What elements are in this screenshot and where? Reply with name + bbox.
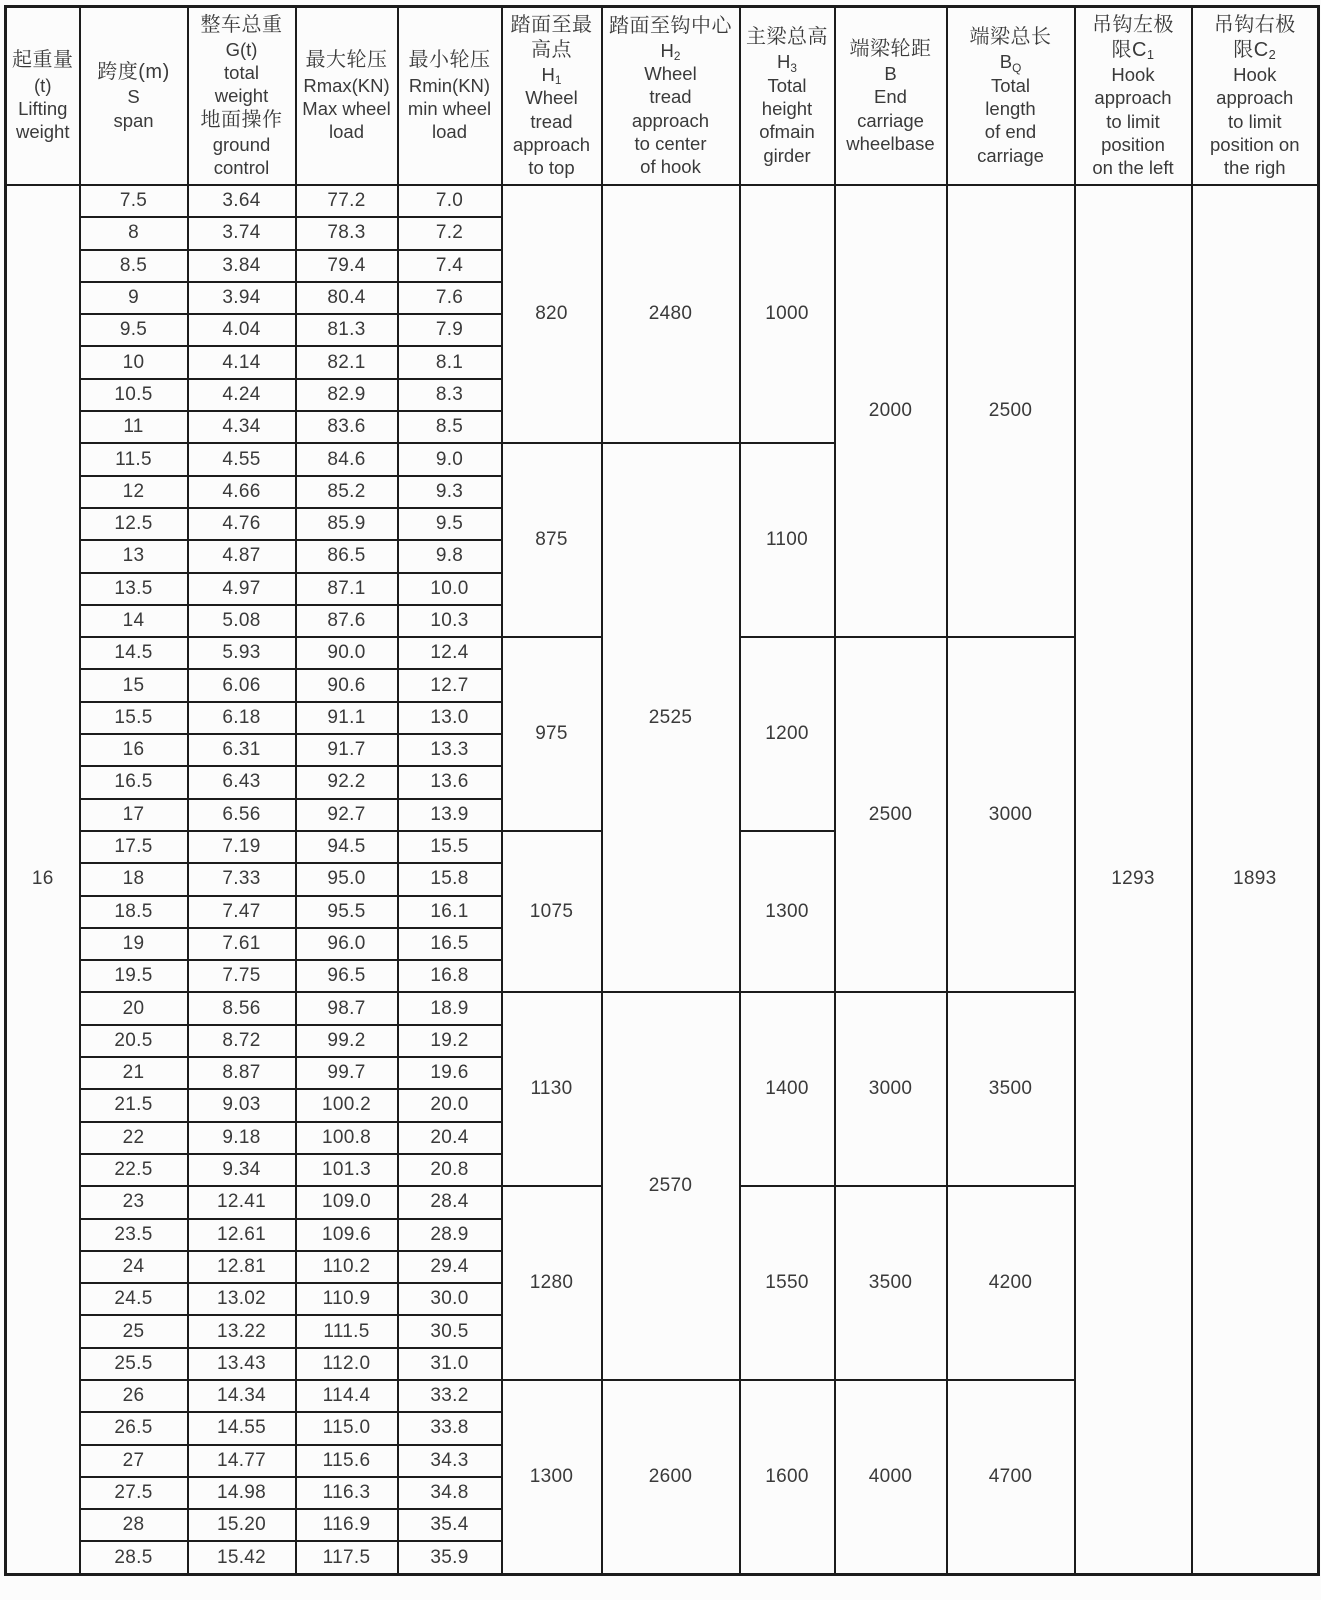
header-line: Total — [767, 74, 807, 96]
cell-total_weight: 9.34 — [188, 1154, 296, 1186]
cell-total_weight: 13.43 — [188, 1348, 296, 1380]
column-header-c2 — [1192, 7, 1319, 186]
cell-span: 20 — [80, 992, 188, 1024]
cell-span: 21 — [80, 1057, 188, 1089]
cell-span: 8.5 — [80, 250, 188, 282]
cell-max_wheel_load: 112.0 — [296, 1348, 398, 1380]
cell-min_wheel_load: 7.4 — [398, 250, 502, 282]
cell-span: 22.5 — [80, 1154, 188, 1186]
header-line: Rmin(KN) — [408, 74, 491, 96]
cell-min_wheel_load: 13.9 — [398, 799, 502, 831]
header-line: $H_2$ — [660, 39, 681, 64]
cell-total_weight: 7.19 — [188, 831, 296, 863]
header-line: 吊钩左极 — [1092, 13, 1174, 36]
cell-bq-merged: 3000 — [947, 637, 1075, 992]
cell-min_wheel_load: 20.8 — [398, 1154, 502, 1186]
cell-h2-merged: 2570 — [602, 992, 740, 1380]
cell-max_wheel_load: 90.0 — [296, 637, 398, 669]
cell-total_weight: 3.64 — [188, 185, 296, 217]
cell-max_wheel_load: 90.6 — [296, 669, 398, 701]
header-line: 整车总重 — [200, 13, 283, 36]
cell-min_wheel_load: 34.3 — [398, 1445, 502, 1477]
cell-max_wheel_load: 110.2 — [296, 1251, 398, 1283]
cell-span: 11.5 — [80, 443, 188, 475]
header-line: min wheel — [407, 97, 492, 119]
cell-total_weight: 6.31 — [188, 734, 296, 766]
header-line: position on — [1210, 133, 1300, 155]
header-line: position — [1101, 133, 1165, 155]
table-row — [6, 185, 1319, 217]
cell-total_weight: 8.72 — [188, 1025, 296, 1057]
cell-total_weight: 4.76 — [188, 508, 296, 540]
cell-min_wheel_load: 29.4 — [398, 1251, 502, 1283]
cell-max_wheel_load: 116.3 — [296, 1477, 398, 1509]
cell-total_weight: 4.14 — [188, 346, 296, 378]
cell-span: 15 — [80, 669, 188, 701]
header-line: $H_1$ — [541, 63, 562, 88]
header-line: 踏面至最 — [510, 13, 593, 36]
header-line: span — [113, 109, 154, 131]
cell-h1-merged: 820 — [502, 185, 602, 443]
header-line: (t) — [34, 74, 52, 96]
cell-total_weight: 14.77 — [188, 1445, 296, 1477]
cell-b-merged: 2500 — [835, 637, 947, 992]
header-line: approach — [1216, 87, 1294, 109]
cell-min_wheel_load: 8.1 — [398, 346, 502, 378]
header-line: to top — [528, 157, 575, 179]
cell-span: 19.5 — [80, 960, 188, 992]
cell-span: 26 — [80, 1380, 188, 1412]
cell-span: 18 — [80, 863, 188, 895]
header-line: girder — [763, 144, 811, 166]
table-body — [6, 185, 1319, 1574]
cell-min_wheel_load: 16.8 — [398, 960, 502, 992]
cell-bq-merged: 2500 — [947, 185, 1075, 637]
cell-bq-merged: 4200 — [947, 1186, 1075, 1380]
header-line: 限$C_1$ — [1111, 38, 1155, 63]
header-line: 最小轮压 — [408, 49, 491, 72]
cell-span: 10 — [80, 346, 188, 378]
cell-max_wheel_load: 94.5 — [296, 831, 398, 863]
cell-total_weight: 13.02 — [188, 1283, 296, 1315]
cell-h3-merged: 1300 — [740, 831, 835, 992]
header-line: $H_3$ — [777, 51, 797, 75]
table-header — [6, 7, 1319, 186]
cell-span: 24.5 — [80, 1283, 188, 1315]
cell-total_weight: 14.98 — [188, 1477, 296, 1509]
header-line: 端梁总长 — [969, 26, 1052, 49]
cell-span: 13.5 — [80, 573, 188, 605]
cell-max_wheel_load: 86.5 — [296, 540, 398, 572]
cell-span: 23 — [80, 1186, 188, 1218]
column-header-lifting_weight — [6, 7, 80, 186]
cell-max_wheel_load: 83.6 — [296, 411, 398, 443]
header-line: of end — [984, 121, 1037, 143]
cell-span: 19 — [80, 928, 188, 960]
cell-max_wheel_load: 109.6 — [296, 1219, 398, 1251]
cell-total_weight: 12.61 — [188, 1219, 296, 1251]
cell-min_wheel_load: 31.0 — [398, 1348, 502, 1380]
cell-min_wheel_load: 7.0 — [398, 185, 502, 217]
header-line: S — [127, 86, 140, 108]
cell-span: 21.5 — [80, 1089, 188, 1121]
cell-total_weight: 3.84 — [188, 250, 296, 282]
cell-total_weight: 6.06 — [188, 669, 296, 701]
cell-h3-merged: 1600 — [740, 1380, 835, 1574]
cell-span: 16.5 — [80, 766, 188, 798]
cell-max_wheel_load: 117.5 — [296, 1541, 398, 1574]
cell-min_wheel_load: 13.3 — [398, 734, 502, 766]
cell-total_weight: 7.75 — [188, 960, 296, 992]
cell-total_weight: 15.20 — [188, 1509, 296, 1541]
cell-max_wheel_load: 111.5 — [296, 1315, 398, 1347]
cell-span: 7.5 — [80, 185, 188, 217]
cell-max_wheel_load: 82.9 — [296, 379, 398, 411]
cell-h2-merged: 2480 — [602, 185, 740, 443]
cell-max_wheel_load: 115.0 — [296, 1412, 398, 1444]
header-line: ofmain — [759, 121, 815, 143]
cell-min_wheel_load: 9.8 — [398, 540, 502, 572]
cell-total_weight: 5.93 — [188, 637, 296, 669]
cell-min_wheel_load: 8.5 — [398, 411, 502, 443]
header-line: 起重量 — [12, 49, 74, 72]
cell-total_weight: 8.87 — [188, 1057, 296, 1089]
cell-min_wheel_load: 20.4 — [398, 1122, 502, 1154]
column-header-total_weight — [188, 7, 296, 186]
column-header-span — [80, 7, 188, 186]
header-line: Rmax(KN) — [303, 74, 390, 96]
cell-min_wheel_load: 28.9 — [398, 1219, 502, 1251]
cell-total_weight: 6.56 — [188, 799, 296, 831]
cell-max_wheel_load: 110.9 — [296, 1283, 398, 1315]
header-line: End — [874, 86, 907, 108]
cell-min_wheel_load: 15.8 — [398, 863, 502, 895]
header-line: length — [985, 97, 1036, 119]
cell-total_weight: 15.42 — [188, 1541, 296, 1574]
cell-min_wheel_load: 12.7 — [398, 669, 502, 701]
header-line: Max wheel — [302, 97, 391, 119]
header-line: Wheel — [644, 63, 697, 84]
cell-span: 13 — [80, 540, 188, 572]
header-line: 最大轮压 — [305, 49, 388, 72]
cell-max_wheel_load: 92.7 — [296, 799, 398, 831]
cell-b-merged: 3000 — [835, 992, 947, 1186]
cell-max_wheel_load: 92.2 — [296, 766, 398, 798]
header-line: of hook — [640, 156, 701, 178]
header-line: 吊钩右极 — [1213, 13, 1296, 36]
column-header-min_wheel_load — [398, 7, 502, 186]
cell-span: 15.5 — [80, 702, 188, 734]
cell-span: 9 — [80, 282, 188, 314]
cell-max_wheel_load: 115.6 — [296, 1445, 398, 1477]
cell-min_wheel_load: 7.9 — [398, 314, 502, 346]
header-line: approach — [512, 133, 591, 155]
cell-max_wheel_load: 116.9 — [296, 1509, 398, 1541]
cell-min_wheel_load: 9.5 — [398, 508, 502, 540]
cell-total_weight: 4.55 — [188, 443, 296, 475]
cell-span: 12 — [80, 476, 188, 508]
cell-min_wheel_load: 30.0 — [398, 1283, 502, 1315]
cell-span: 23.5 — [80, 1219, 188, 1251]
cell-max_wheel_load: 99.2 — [296, 1025, 398, 1057]
cell-total_weight: 3.74 — [188, 217, 296, 249]
cell-max_wheel_load: 79.4 — [296, 250, 398, 282]
cell-total_weight: 9.18 — [188, 1122, 296, 1154]
header-line: on the left — [1092, 157, 1174, 179]
column-header-h2 — [602, 7, 740, 186]
cell-total_weight: 14.55 — [188, 1412, 296, 1444]
cell-max_wheel_load: 80.4 — [296, 282, 398, 314]
cell-min_wheel_load: 8.3 — [398, 379, 502, 411]
header-line: Wheel — [525, 87, 578, 109]
cell-max_wheel_load: 77.2 — [296, 185, 398, 217]
header-line: approach — [1094, 87, 1172, 109]
cell-total_weight: 9.03 — [188, 1089, 296, 1121]
header-line: weight — [16, 121, 70, 143]
cell-max_wheel_load: 96.0 — [296, 928, 398, 960]
header-line: wheelbase — [846, 132, 935, 154]
column-header-max_wheel_load — [296, 7, 398, 186]
cell-min_wheel_load: 7.6 — [398, 282, 502, 314]
header-line: Total — [990, 74, 1031, 96]
header-line: 主梁总高 — [746, 26, 828, 49]
cell-total_weight: 6.18 — [188, 702, 296, 734]
cell-total_weight: 14.34 — [188, 1380, 296, 1412]
cell-min_wheel_load: 7.2 — [398, 217, 502, 249]
cell-max_wheel_load: 81.3 — [296, 314, 398, 346]
cell-total_weight: 7.61 — [188, 928, 296, 960]
cell-min_wheel_load: 9.3 — [398, 476, 502, 508]
cell-min_wheel_load: 19.6 — [398, 1057, 502, 1089]
cell-total_weight: 4.04 — [188, 314, 296, 346]
cell-h3-merged: 1100 — [740, 443, 835, 637]
cell-max_wheel_load: 109.0 — [296, 1186, 398, 1218]
cell-total_weight: 7.47 — [188, 896, 296, 928]
cell-span: 12.5 — [80, 508, 188, 540]
cell-max_wheel_load: 85.9 — [296, 508, 398, 540]
cell-min_wheel_load: 20.0 — [398, 1089, 502, 1121]
cell-min_wheel_load: 13.6 — [398, 766, 502, 798]
cell-h3-merged: 1550 — [740, 1186, 835, 1380]
header-line: load — [432, 121, 467, 143]
cell-h1-merged: 975 — [502, 637, 602, 831]
cell-total_weight: 7.33 — [188, 863, 296, 895]
cell-min_wheel_load: 12.4 — [398, 637, 502, 669]
cell-span: 20.5 — [80, 1025, 188, 1057]
cell-c2-merged: 1893 — [1192, 185, 1319, 1574]
cell-max_wheel_load: 96.5 — [296, 960, 398, 992]
cell-min_wheel_load: 33.8 — [398, 1412, 502, 1444]
cell-min_wheel_load: 10.3 — [398, 605, 502, 637]
cell-min_wheel_load: 35.9 — [398, 1541, 502, 1574]
cell-total_weight: 8.56 — [188, 992, 296, 1024]
header-line: to limit — [1228, 110, 1282, 132]
header-line: 踏面至钩中心 — [609, 14, 732, 37]
header-line: height — [761, 97, 813, 119]
cell-span: 25.5 — [80, 1348, 188, 1380]
cell-h1-merged: 1130 — [502, 992, 602, 1186]
cell-h3-merged: 1200 — [740, 637, 835, 831]
cell-h2-merged: 2525 — [602, 443, 740, 992]
cell-min_wheel_load: 34.8 — [398, 1477, 502, 1509]
header-line: tread — [530, 110, 573, 132]
header-line: ground — [212, 133, 271, 155]
cell-b-merged: 2000 — [835, 185, 947, 637]
cell-span: 14 — [80, 605, 188, 637]
header-row — [6, 7, 1319, 186]
cell-total_weight: 3.94 — [188, 282, 296, 314]
cell-min_wheel_load: 13.0 — [398, 702, 502, 734]
cell-max_wheel_load: 100.2 — [296, 1089, 398, 1121]
column-header-c1 — [1075, 7, 1192, 186]
cell-max_wheel_load: 84.6 — [296, 443, 398, 475]
cell-min_wheel_load: 35.4 — [398, 1509, 502, 1541]
cell-max_wheel_load: 91.7 — [296, 734, 398, 766]
cell-total_weight: 12.81 — [188, 1251, 296, 1283]
cell-span: 17 — [80, 799, 188, 831]
cell-span: 28.5 — [80, 1541, 188, 1574]
cell-bq-merged: 4700 — [947, 1380, 1075, 1574]
cell-min_wheel_load: 28.4 — [398, 1186, 502, 1218]
cell-span: 25 — [80, 1315, 188, 1347]
cell-span: 18.5 — [80, 896, 188, 928]
cell-total_weight: 4.24 — [188, 379, 296, 411]
cell-min_wheel_load: 16.1 — [398, 896, 502, 928]
cell-span: 17.5 — [80, 831, 188, 863]
column-header-b — [835, 7, 947, 186]
cell-h3-merged: 1400 — [740, 992, 835, 1186]
header-line: carriage — [977, 144, 1044, 166]
header-line: G(t) — [225, 38, 258, 60]
cell-total_weight: 4.87 — [188, 540, 296, 572]
column-header-h1 — [502, 7, 602, 186]
cell-min_wheel_load: 9.0 — [398, 443, 502, 475]
cell-min_wheel_load: 15.5 — [398, 831, 502, 863]
cell-span: 8 — [80, 217, 188, 249]
cell-total_weight: 4.66 — [188, 476, 296, 508]
crane-spec-table — [4, 5, 1320, 1576]
cell-max_wheel_load: 87.1 — [296, 573, 398, 605]
cell-min_wheel_load: 10.0 — [398, 573, 502, 605]
cell-lifting_weight-merged: 16 — [6, 185, 80, 1574]
cell-h1-merged: 1075 — [502, 831, 602, 992]
cell-max_wheel_load: 99.7 — [296, 1057, 398, 1089]
cell-span: 9.5 — [80, 314, 188, 346]
cell-h1-merged: 1280 — [502, 1186, 602, 1380]
cell-b-merged: 3500 — [835, 1186, 947, 1380]
header-line: carriage — [857, 109, 924, 131]
header-line: control — [213, 157, 270, 179]
cell-total_weight: 13.22 — [188, 1315, 296, 1347]
cell-max_wheel_load: 101.3 — [296, 1154, 398, 1186]
cell-max_wheel_load: 91.1 — [296, 702, 398, 734]
header-line: 端梁轮距 — [849, 37, 932, 60]
cell-h3-merged: 1000 — [740, 185, 835, 443]
header-line: weight — [214, 85, 269, 107]
header-line: tread — [649, 86, 692, 108]
cell-span: 14.5 — [80, 637, 188, 669]
cell-max_wheel_load: 98.7 — [296, 992, 398, 1024]
header-line: to limit — [1106, 110, 1160, 132]
cell-min_wheel_load: 33.2 — [398, 1380, 502, 1412]
header-line: 地面操作 — [200, 108, 283, 131]
cell-max_wheel_load: 95.0 — [296, 863, 398, 895]
header-line: the righ — [1223, 157, 1286, 179]
cell-total_weight: 6.43 — [188, 766, 296, 798]
cell-span: 27 — [80, 1445, 188, 1477]
cell-min_wheel_load: 19.2 — [398, 1025, 502, 1057]
header-line: approach — [631, 109, 710, 131]
cell-h1-merged: 1300 — [502, 1380, 602, 1574]
header-line: Lifting — [18, 97, 68, 119]
cell-max_wheel_load: 114.4 — [296, 1380, 398, 1412]
cell-total_weight: 4.34 — [188, 411, 296, 443]
cell-max_wheel_load: 85.2 — [296, 476, 398, 508]
cell-span: 27.5 — [80, 1477, 188, 1509]
cell-max_wheel_load: 100.8 — [296, 1122, 398, 1154]
cell-total_weight: 12.41 — [188, 1186, 296, 1218]
cell-span: 24 — [80, 1251, 188, 1283]
header-line: 高点 — [531, 38, 572, 61]
header-line: 跨度(m) — [97, 61, 170, 84]
cell-min_wheel_load: 30.5 — [398, 1315, 502, 1347]
cell-c1-merged: 1293 — [1075, 185, 1192, 1574]
cell-max_wheel_load: 78.3 — [296, 217, 398, 249]
cell-span: 28 — [80, 1509, 188, 1541]
cell-b-merged: 4000 — [835, 1380, 947, 1574]
header-line: 限$C_2$ — [1233, 38, 1277, 63]
cell-max_wheel_load: 82.1 — [296, 346, 398, 378]
cell-max_wheel_load: 87.6 — [296, 605, 398, 637]
cell-h1-merged: 875 — [502, 443, 602, 637]
column-header-bq — [947, 7, 1075, 186]
cell-total_weight: 5.08 — [188, 605, 296, 637]
cell-span: 22 — [80, 1122, 188, 1154]
column-header-h3 — [740, 7, 835, 186]
cell-h2-merged: 2600 — [602, 1380, 740, 1574]
header-line: B — [884, 63, 897, 84]
cell-span: 10.5 — [80, 379, 188, 411]
cell-span: 16 — [80, 734, 188, 766]
cell-min_wheel_load: 18.9 — [398, 992, 502, 1024]
header-line: load — [329, 121, 364, 143]
cell-span: 26.5 — [80, 1412, 188, 1444]
header-line: Hook — [1233, 63, 1277, 85]
cell-bq-merged: 3500 — [947, 992, 1075, 1186]
cell-total_weight: 4.97 — [188, 573, 296, 605]
header-line: total — [224, 62, 259, 84]
cell-min_wheel_load: 16.5 — [398, 928, 502, 960]
header-line: to center — [634, 132, 707, 154]
header-line: $B_Q$ — [999, 51, 1022, 75]
cell-max_wheel_load: 95.5 — [296, 896, 398, 928]
header-line: Hook — [1111, 63, 1155, 85]
cell-span: 11 — [80, 411, 188, 443]
